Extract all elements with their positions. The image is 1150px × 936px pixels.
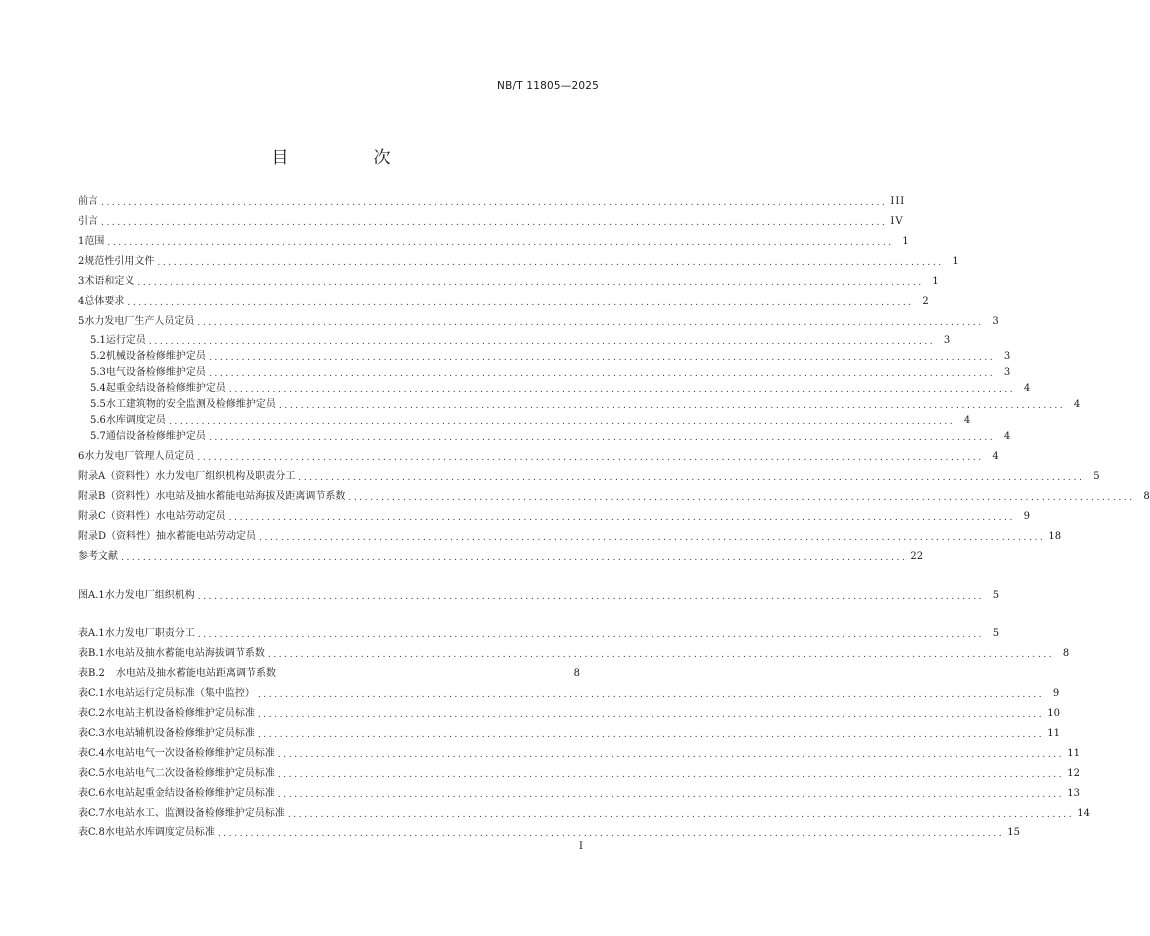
dot-leader: ................................................................................................................................................ [197, 630, 985, 640]
toc-entry-page: 9 [1023, 511, 1031, 522]
toc-entry-page: 8 [573, 668, 580, 679]
toc-entry-table-a1[interactable] [78, 625, 1000, 641]
dot-leader: ................................................................................................................................................ [168, 417, 956, 427]
toc-entry-number: 5.2 [90, 351, 106, 362]
toc-entry-number: 5.6 [90, 415, 106, 426]
toc-entry-page: 4 [1003, 431, 1011, 442]
dot-leader: ................................................................................................................................................ [121, 553, 908, 563]
toc-entry-table-b1[interactable] [78, 645, 1070, 661]
toc-entry-5[interactable] [78, 313, 999, 329]
toc-entry-5-7[interactable] [90, 428, 1011, 444]
toc-entry-table-c2[interactable] [78, 705, 1060, 721]
toc-entry-title: 水力发电厂组织机构及职责分工 [155, 471, 296, 482]
toc-entry-title: 机械设备检修维护定员 [105, 351, 206, 362]
dot-leader: ................................................................................................................................................ [137, 278, 924, 288]
toc-entry-page: 4 [1023, 383, 1031, 394]
toc-entry-page: 4 [963, 415, 971, 426]
toc-entry-title: 水电站及抽水蓄能电站海拔及距离调节系数 [155, 491, 346, 502]
toc-entry-page: 11 [1067, 748, 1080, 759]
toc-entry-number: 表C.1 [78, 688, 105, 699]
toc-entry-appendix-d[interactable] [78, 528, 1062, 544]
toc-entry-title: 水电站运行定员标准（集中监控） [104, 688, 255, 699]
dot-leader: ................................................................................................................................................ [208, 353, 996, 363]
dot-leader: ................................................................................................................................................ [287, 810, 1075, 820]
toc-entry-title: 水力发电厂管理人员定员 [84, 451, 195, 462]
toc-entry-table-c4[interactable] [78, 745, 1080, 761]
toc-entry-title: 运行定员 [105, 335, 146, 346]
toc-entry-number: 5.1 [90, 335, 106, 346]
toc-entry-5-6[interactable] [90, 412, 971, 428]
toc-entry-appendix-a[interactable] [78, 468, 1100, 484]
toc-entry-title: 水电站电气一次设备检修维护定员标准 [104, 748, 275, 759]
toc-entry-page: 18 [1048, 531, 1062, 542]
toc-entry-title: 规范性引用文件 [84, 256, 155, 267]
dot-leader: ................................................................................................................................................ [217, 829, 1005, 839]
toc-entry-title: 抽水蓄能电站劳动定员 [156, 531, 257, 542]
toc-entry-title: 水电站劳动定员 [155, 511, 226, 522]
dot-leader: ................................................................................................................................................ [267, 650, 1055, 660]
toc-entry-title: 水力发电厂职责分工 [104, 628, 195, 639]
dot-leader: ................................................................................................................................................ [101, 198, 888, 208]
toc-entry-page: 14 [1077, 808, 1090, 819]
toc-entry-table-b2[interactable] [78, 665, 586, 681]
toc-entry-table-c7[interactable] [78, 805, 1090, 821]
toc-entry-page: 1 [932, 276, 939, 287]
toc-entry-page: 2 [922, 296, 929, 307]
toc-entry-5-4[interactable] [90, 380, 1031, 396]
dot-leader: ................................................................................................................................................ [107, 238, 894, 248]
toc-entry-title: 水电站辅机设备检修维护定员标准 [104, 728, 255, 739]
toc-entry-figure-a1[interactable] [78, 587, 1000, 603]
dot-leader: ................................................................................................................................................ [348, 493, 1135, 503]
toc-entry-title: 水电站电气二次设备检修维护定员标准 [104, 768, 275, 779]
toc-entry-title: 水电站水库调度定员标准 [104, 827, 215, 838]
toc-entry-table-c8[interactable] [78, 824, 1020, 840]
toc-entry-introduction[interactable] [78, 213, 904, 229]
dot-leader: ................................................................................................................................................ [257, 690, 1045, 700]
dot-leader: ................................................................................................................................................ [277, 790, 1065, 800]
page-title: 目 次 [271, 148, 425, 168]
toc-entry-number: 附录B（资料性） [78, 491, 156, 502]
toc-entry-page: 3 [1003, 351, 1011, 362]
dot-leader: ................................................................................................................................................ [277, 770, 1065, 780]
toc-entry-page: 15 [1007, 827, 1020, 838]
toc-entry-6[interactable] [78, 448, 999, 464]
toc-entry-title: 总体要求 [84, 296, 125, 307]
toc-entry-page: 3 [992, 316, 999, 327]
dot-leader: ................................................................................................................................................ [197, 453, 984, 463]
toc-entry-number: 表A.1 [78, 628, 105, 639]
dot-leader: ................................................................................................................................................ [298, 473, 1085, 483]
toc-entry-number: 表C.7 [78, 808, 105, 819]
toc-entry-title: 水库调度定员 [105, 415, 166, 426]
toc-entry-page: 10 [1047, 708, 1060, 719]
toc-entry-title: 水电站及抽水蓄能电站距离调节系数 [116, 668, 276, 679]
dot-leader: ................................................................................................................................................ [197, 318, 984, 328]
dot-leader: ................................................................................................................................................ [257, 710, 1045, 720]
toc-entry-title: 水电站起重金结设备检修维护定员标准 [104, 788, 275, 799]
dot-leader: ................................................................................................................................................ [259, 533, 1046, 543]
toc-entry-number: 表C.4 [78, 748, 105, 759]
toc-entry-page: 13 [1067, 788, 1080, 799]
toc-entry-table-c1[interactable] [78, 685, 1060, 701]
toc-entry-number: 6 [78, 451, 85, 462]
toc-entry-number: 表B.1 [78, 648, 105, 659]
toc-entry-page: 5 [992, 628, 1000, 639]
dot-leader: ................................................................................................................................................ [277, 750, 1065, 760]
toc-entry-5-2[interactable] [90, 348, 1011, 364]
toc-entry-2[interactable] [78, 253, 959, 269]
toc-entry-page: 1 [952, 256, 959, 267]
toc-entry-number: 表C.5 [78, 768, 105, 779]
toc-entry-title: 水电站及抽水蓄能电站海拔调节系数 [104, 648, 265, 659]
toc-entry-number: 2 [78, 256, 85, 267]
dot-leader: ................................................................................................................................................ [157, 258, 944, 268]
toc-entry-title: 水力发电厂生产人员定员 [84, 316, 195, 327]
toc-entry-title: 水工建筑物的安全监测及检修维护定员 [105, 399, 276, 410]
toc-entry-title: 水电站水工、监测设备检修维护定员标准 [104, 808, 285, 819]
toc-entry-number: 表C.2 [78, 708, 105, 719]
dot-leader: ................................................................................................................................................ [257, 730, 1045, 740]
toc-entry-page: 9 [1052, 688, 1060, 699]
toc-entry-table-c6[interactable] [78, 785, 1080, 801]
document-code: NB/T 11805—2025 [497, 80, 599, 92]
toc-entry-number: 4 [78, 296, 85, 307]
toc-entry-page: 22 [910, 551, 924, 562]
toc-entry-number: 表C.3 [78, 728, 105, 739]
toc-entry-page: 12 [1067, 768, 1080, 779]
dot-leader: ................................................................................................................................................ [208, 369, 996, 379]
toc-entry-page: III [890, 196, 906, 207]
toc-entry-title: 起重金结设备检修维护定员 [105, 383, 226, 394]
dot-leader: ................................................................................................................................................ [101, 218, 888, 228]
toc-entry-page: 1 [902, 236, 909, 247]
toc-entry-number: 附录A（资料性） [78, 471, 156, 482]
toc-entry-appendix-b[interactable] [78, 488, 1150, 504]
toc-entry-number: 5.5 [90, 399, 106, 410]
toc-entry-3[interactable] [78, 273, 939, 289]
dot-leader: ................................................................................................................................................ [228, 513, 1016, 523]
toc-entry-references[interactable] [78, 548, 924, 564]
toc-entry-number: 附录D（资料性） [78, 531, 157, 542]
toc-entry-page: 8 [1062, 648, 1070, 659]
dot-leader: ................................................................................................................................................ [197, 592, 985, 602]
toc-entry-number: 5.4 [90, 383, 106, 394]
toc-entry-1[interactable] [78, 233, 909, 249]
dot-leader: ................................................................................................................................................ [148, 337, 936, 347]
toc-entry-appendix-c[interactable] [78, 508, 1031, 524]
toc-entry-5-1[interactable] [90, 332, 951, 348]
toc-entry-page: 4 [1073, 399, 1081, 410]
toc-entry-page: 4 [992, 451, 999, 462]
toc-entry-title: 通信设备检修维护定员 [105, 431, 206, 442]
toc-entry-table-c3[interactable] [78, 725, 1060, 741]
toc-entry-number: 5.7 [90, 431, 106, 442]
toc-entry-title: 水力发电厂组织机构 [104, 590, 195, 601]
toc-entry-4[interactable] [78, 293, 929, 309]
toc-entry-number: 附录C（资料性） [78, 511, 156, 522]
toc-entry-page: 3 [943, 335, 951, 346]
toc-entry-preface[interactable] [78, 193, 906, 209]
toc-entry-title: 范围 [84, 236, 105, 247]
toc-entry-number: 5.3 [90, 367, 106, 378]
toc-entry-title: 术语和定义 [84, 276, 135, 287]
toc-entry-page: 11 [1047, 728, 1060, 739]
toc-entry-number: 3 [78, 276, 85, 287]
dot-leader: ................................................................................................................................................ [228, 385, 1016, 395]
dot-leader: ................................................................................................................................................ [127, 298, 914, 308]
toc-entry-number: 表B.2 [78, 668, 105, 679]
toc-entry-page: 3 [1003, 367, 1011, 378]
toc-entry-number: 1 [78, 236, 85, 247]
toc-entry-title: 参考文献 [78, 551, 118, 562]
toc-entry-5-3[interactable] [90, 364, 1011, 380]
toc-entry-title: 电气设备检修维护定员 [105, 367, 206, 378]
toc-entry-page: 5 [992, 590, 1000, 601]
toc-entry-number: 表C.6 [78, 788, 105, 799]
dot-leader: ................................................................................................................................................ [278, 401, 1066, 411]
toc-entry-title: 前言 [78, 196, 98, 207]
toc-entry-5-5[interactable] [90, 396, 1081, 412]
page-number: I [579, 841, 583, 852]
toc-entry-table-c5[interactable] [78, 765, 1080, 781]
toc-entry-number: 5 [78, 316, 85, 327]
toc-entry-page: IV [890, 216, 904, 227]
toc-entry-title: 水电站主机设备检修维护定员标准 [104, 708, 255, 719]
toc-entry-number: 图A.1 [78, 590, 105, 601]
toc-entry-title: 引言 [78, 216, 98, 227]
toc-entry-number: 表C.8 [78, 827, 105, 838]
dot-leader: ................................................................................................................................................ [208, 433, 996, 443]
toc-entry-page: 8 [1143, 491, 1150, 502]
toc-entry-page: 5 [1093, 471, 1100, 482]
